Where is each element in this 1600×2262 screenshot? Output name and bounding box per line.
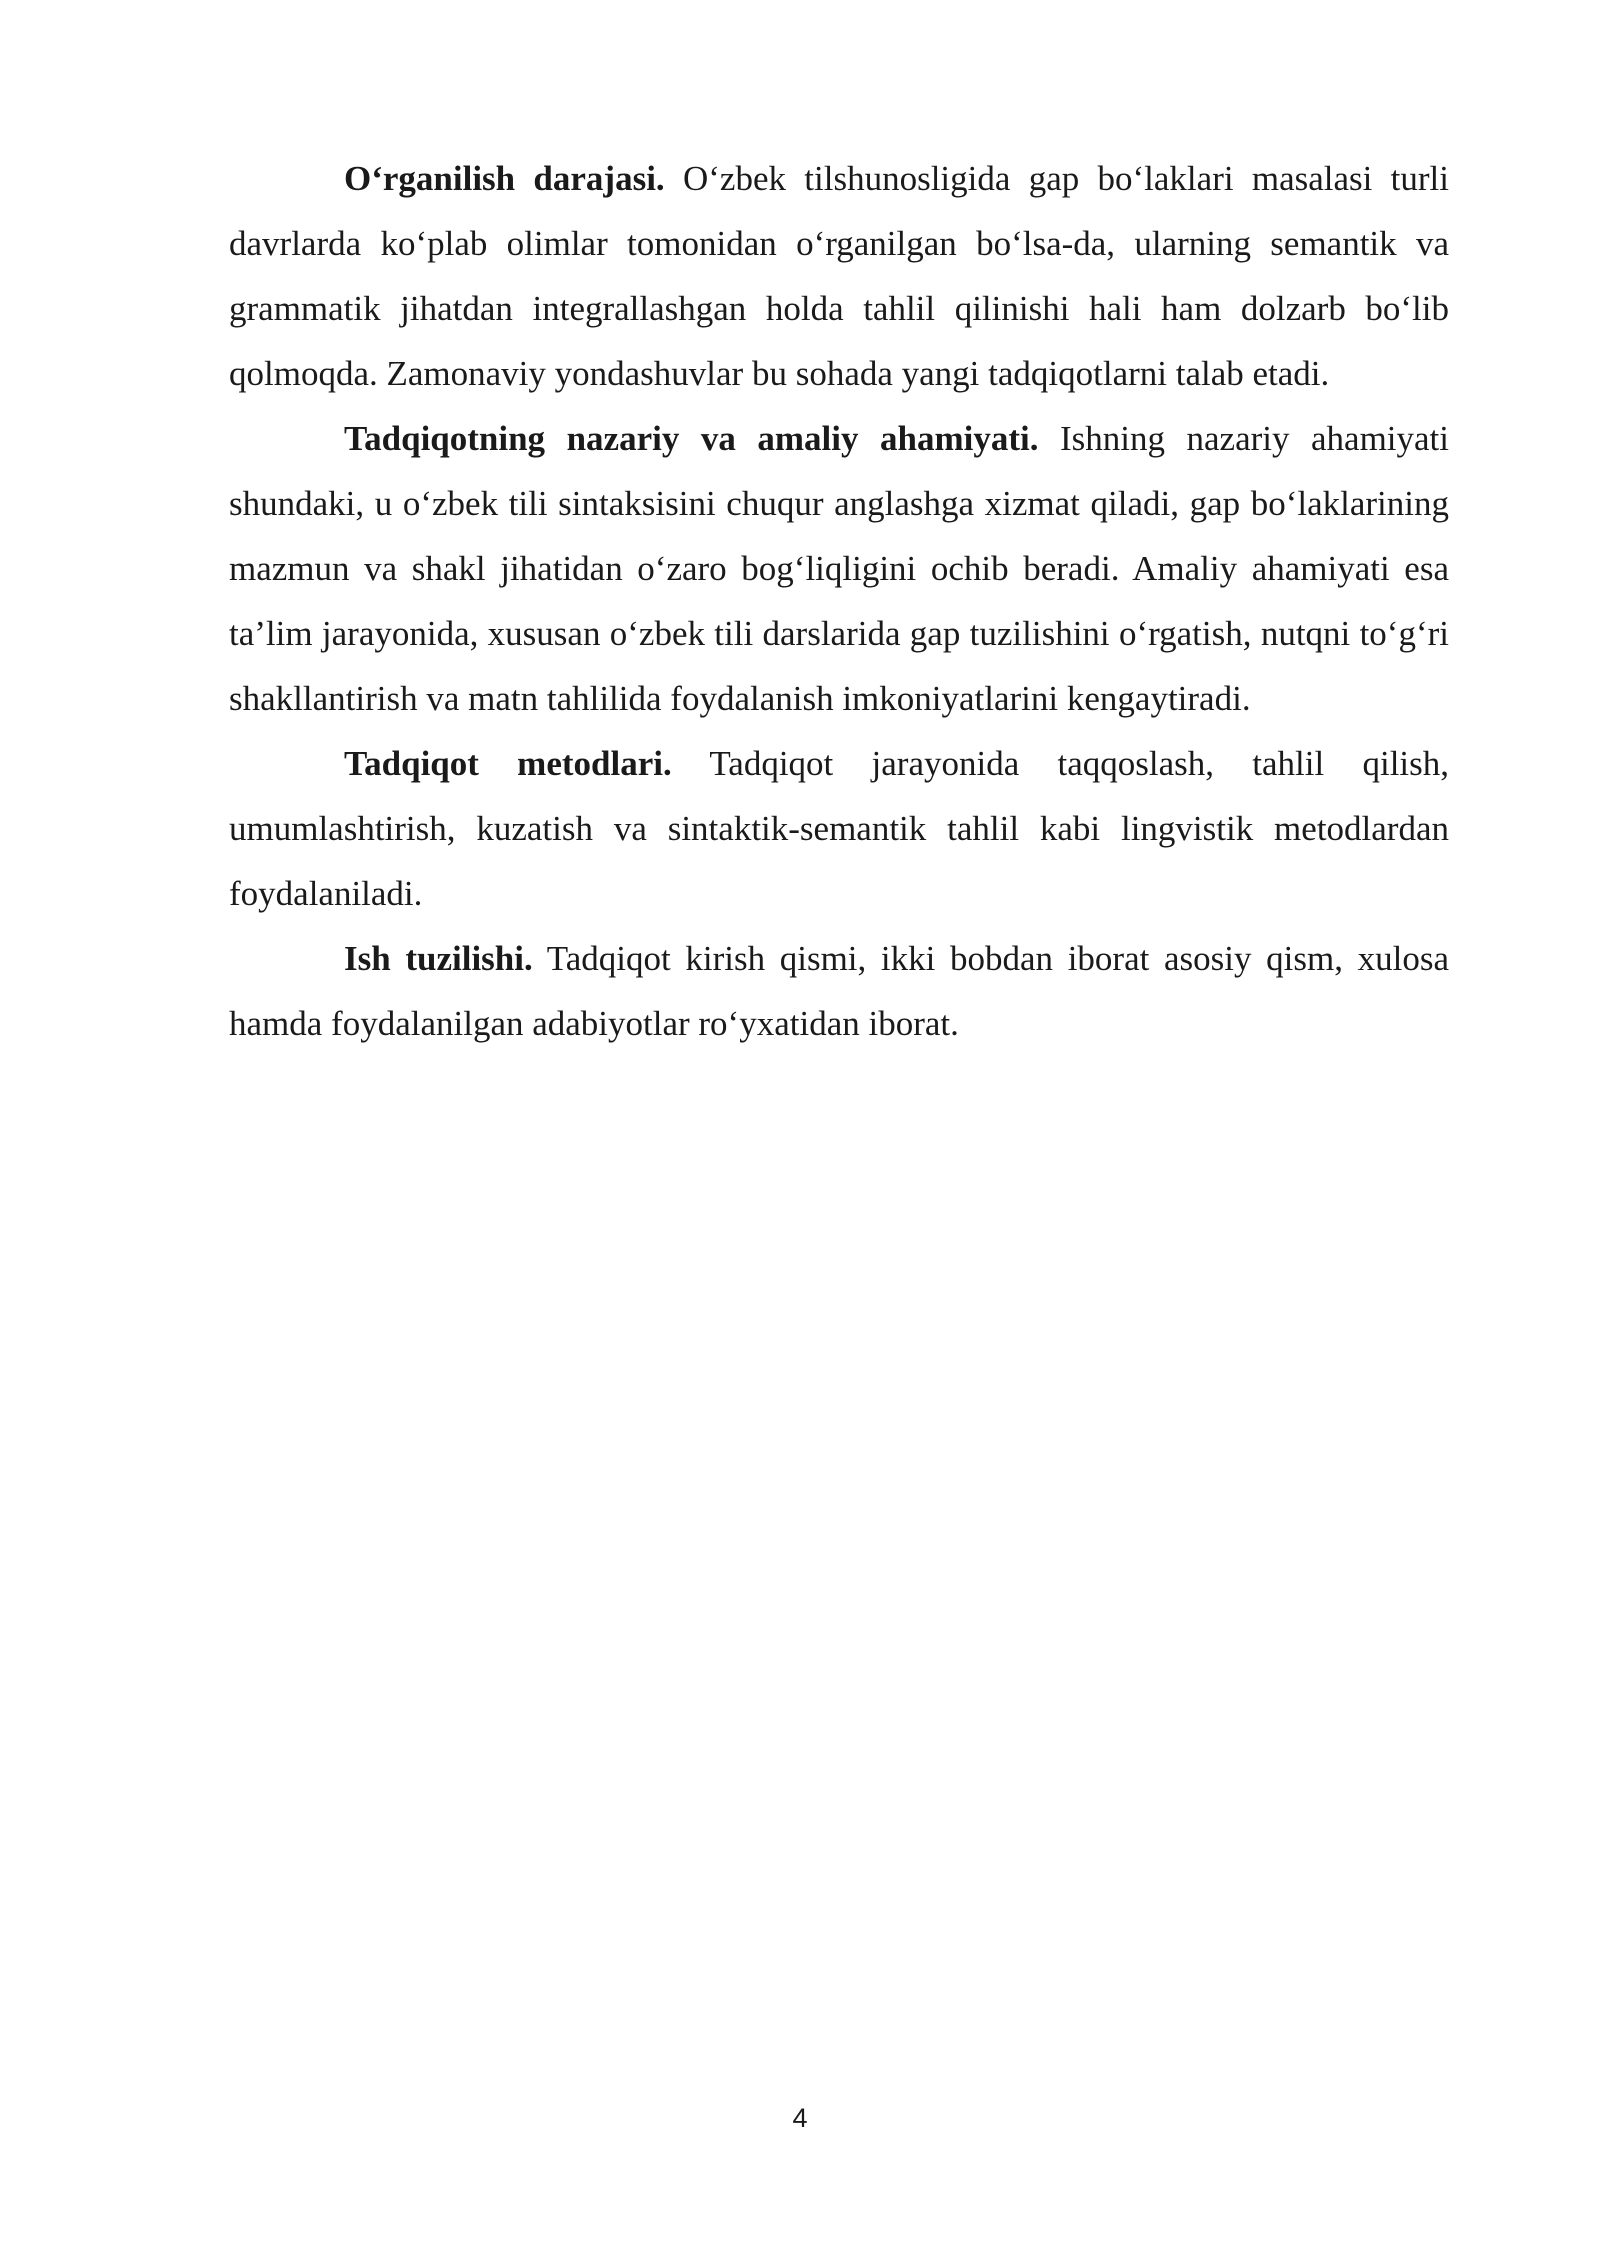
paragraph-metodlari — [229, 731, 1449, 926]
paragraph-heading: Ish tuzilishi. — [344, 939, 533, 978]
paragraph-text: Ishning nazariy ahamiyati shundaki, u o‘zbek tili sintaksisini chuqur anglashga xizmat qiladi, gap bo‘laklarining mazmun va shakl jihatidan o‘zaro bog‘liqligini ochib beradi. Amaliy ahamiyati esa ta’lim jarayonida, xususan o‘zbek tili darslarida gap tuzilishini o‘rgatish, nutqni to‘g‘ri shakllantirish va matn tahlilida foydalanish imkoniyatlarini kengaytiradi. — [229, 419, 1449, 718]
page-body — [229, 146, 1449, 1056]
paragraph-text: O‘zbek tilshunosligida gap bo‘laklari masalasi turli davrlarda ko‘plab olimlar tomonidan o‘rganilgan bo‘lsa-da, ularning semantik va grammatik jihatdan integrallashgan holda tahlil qilinishi hali ham dolzarb bo‘lib qolmoqda. Zamonaviy yondashuvlar bu sohada yangi tadqiqotlarni talab etadi. — [229, 159, 1449, 393]
paragraph-text: Tadqiqot kirish qismi, ikki bobdan iborat asosiy qism, xulosa hamda foydalanilgan adabiyotlar ro‘yxatidan iborat. — [229, 939, 1449, 1043]
paragraph-heading: Tadqiqotning nazariy va amaliy ahamiyati. — [344, 419, 1039, 458]
page-number: 4 — [792, 2103, 808, 2133]
paragraph-ahamiyati — [229, 406, 1449, 731]
paragraph-heading: Tadqiqot metodlari. — [344, 744, 672, 783]
paragraph-text: Tadqiqot jarayonida taqqoslash, tahlil qilish, umumlashtirish, kuzatish va sintaktik-semantik tahlil kabi lingvistik metodlardan foydalaniladi. — [229, 744, 1450, 913]
paragraph-organilish-darajasi — [229, 146, 1449, 406]
paragraph-ish-tuzilishi — [229, 926, 1449, 1056]
paragraph-heading: O‘rganilish darajasi. — [344, 159, 665, 198]
